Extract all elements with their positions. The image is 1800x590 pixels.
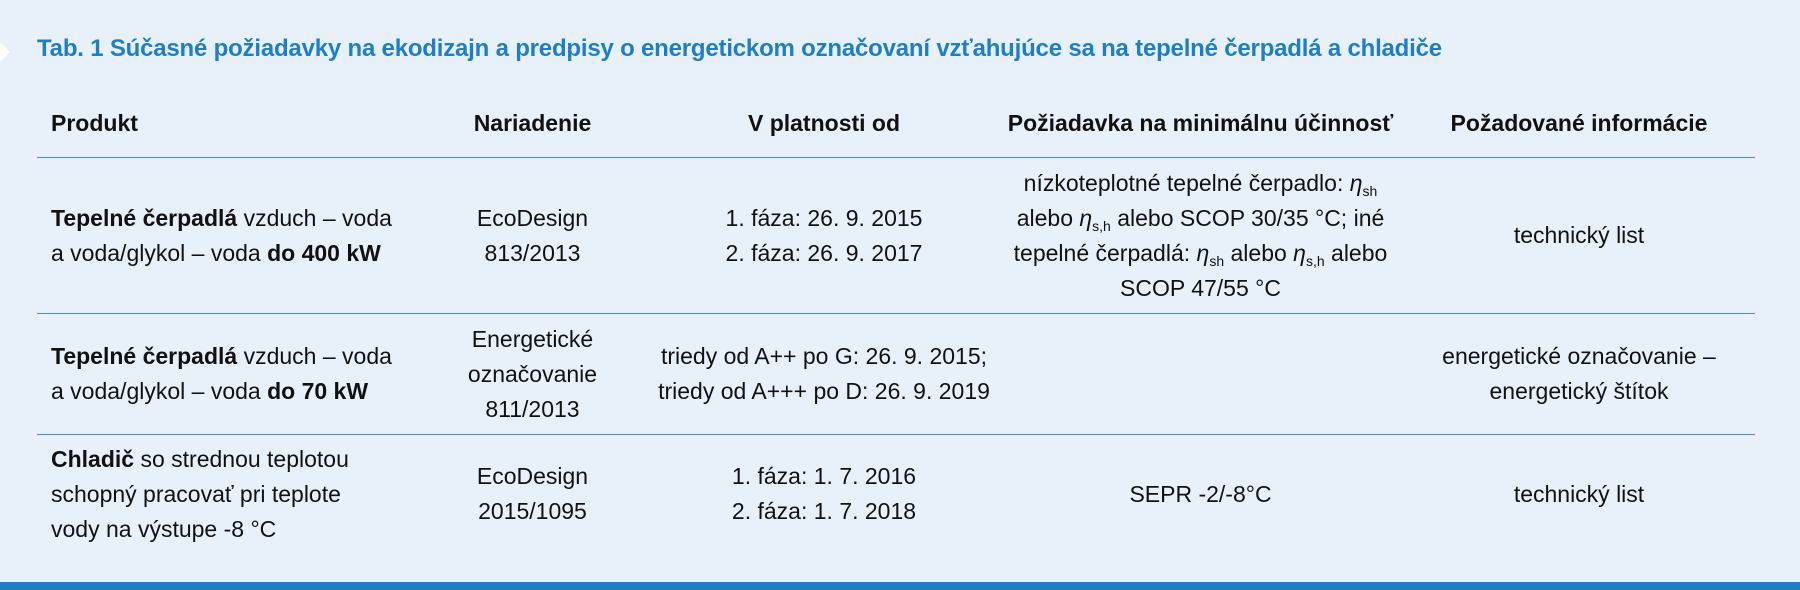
cell-product: Chladič so strednou teplotou schopný pracovať pri teplote vody na výstupe -8 °C (51, 445, 349, 542)
table-row (37, 158, 1755, 314)
table-row (37, 314, 1755, 435)
table-caption: Tab. 1 Súčasné požiadavky na ekodizajn a predpisy o energetickom označovaní vzťahujúce sa na tepelné čerpadlá a chladiče (37, 35, 1442, 62)
cell-min-efficiency: nízkoteplotné tepelné čerpadlo: $\eta_{sh}$ alebo $\eta_{s,h}$ alebo SCOP 30/35 °C; iné tepelné čerpadlá: $\eta_{sh}$ alebo $\eta_{s,h}$ alebo SCOP 47/55 °C (1013, 169, 1388, 301)
header-required-info: Požadované informácie (1450, 110, 1708, 136)
cell-required-info: technický list (1513, 222, 1645, 248)
cell-valid-from: 1. fáza: 1. 7. 2016 2. fáza: 1. 7. 2018 (731, 463, 917, 524)
header-min-efficiency: Požiadavka na minimálnu účinnosť (1007, 110, 1394, 136)
header-valid-from: V platnosti od (747, 110, 901, 136)
cell-regulation: EcoDesign 2015/1095 (476, 463, 589, 524)
cell-product: Tepelné čerpadlá vzduch – voda a voda/glykol – voda do 70 kW (51, 343, 392, 404)
cell-valid-from: 1. fáza: 26. 9. 2015 2. fáza: 26. 9. 2017 (725, 204, 923, 266)
cell-required-info: energetické označovanie – energetický štítok (1442, 343, 1716, 404)
cell-required-info: technický list (1513, 480, 1645, 507)
table-row (37, 435, 1755, 553)
cell-valid-from: triedy od A++ po G: 26. 9. 2015; triedy od A+++ po D: 26. 9. 2019 (658, 343, 990, 404)
cell-product: Tepelné čerpadlá vzduch – voda a voda/glykol – voda do 400 kW (51, 204, 392, 266)
cell-regulation: Energetické označovanie 811/2013 (467, 325, 598, 422)
caption-marker (0, 42, 10, 62)
cell-regulation: EcoDesign 813/2013 (476, 204, 589, 266)
bottom-accent-bar (0, 582, 1800, 590)
cell-min-efficiency: SEPR -2/-8°C (1129, 480, 1272, 507)
header-regulation: Nariadenie (473, 110, 592, 136)
header-product: Produkt (51, 110, 138, 136)
table-header-row (37, 90, 1755, 158)
requirements-table (37, 90, 1755, 553)
